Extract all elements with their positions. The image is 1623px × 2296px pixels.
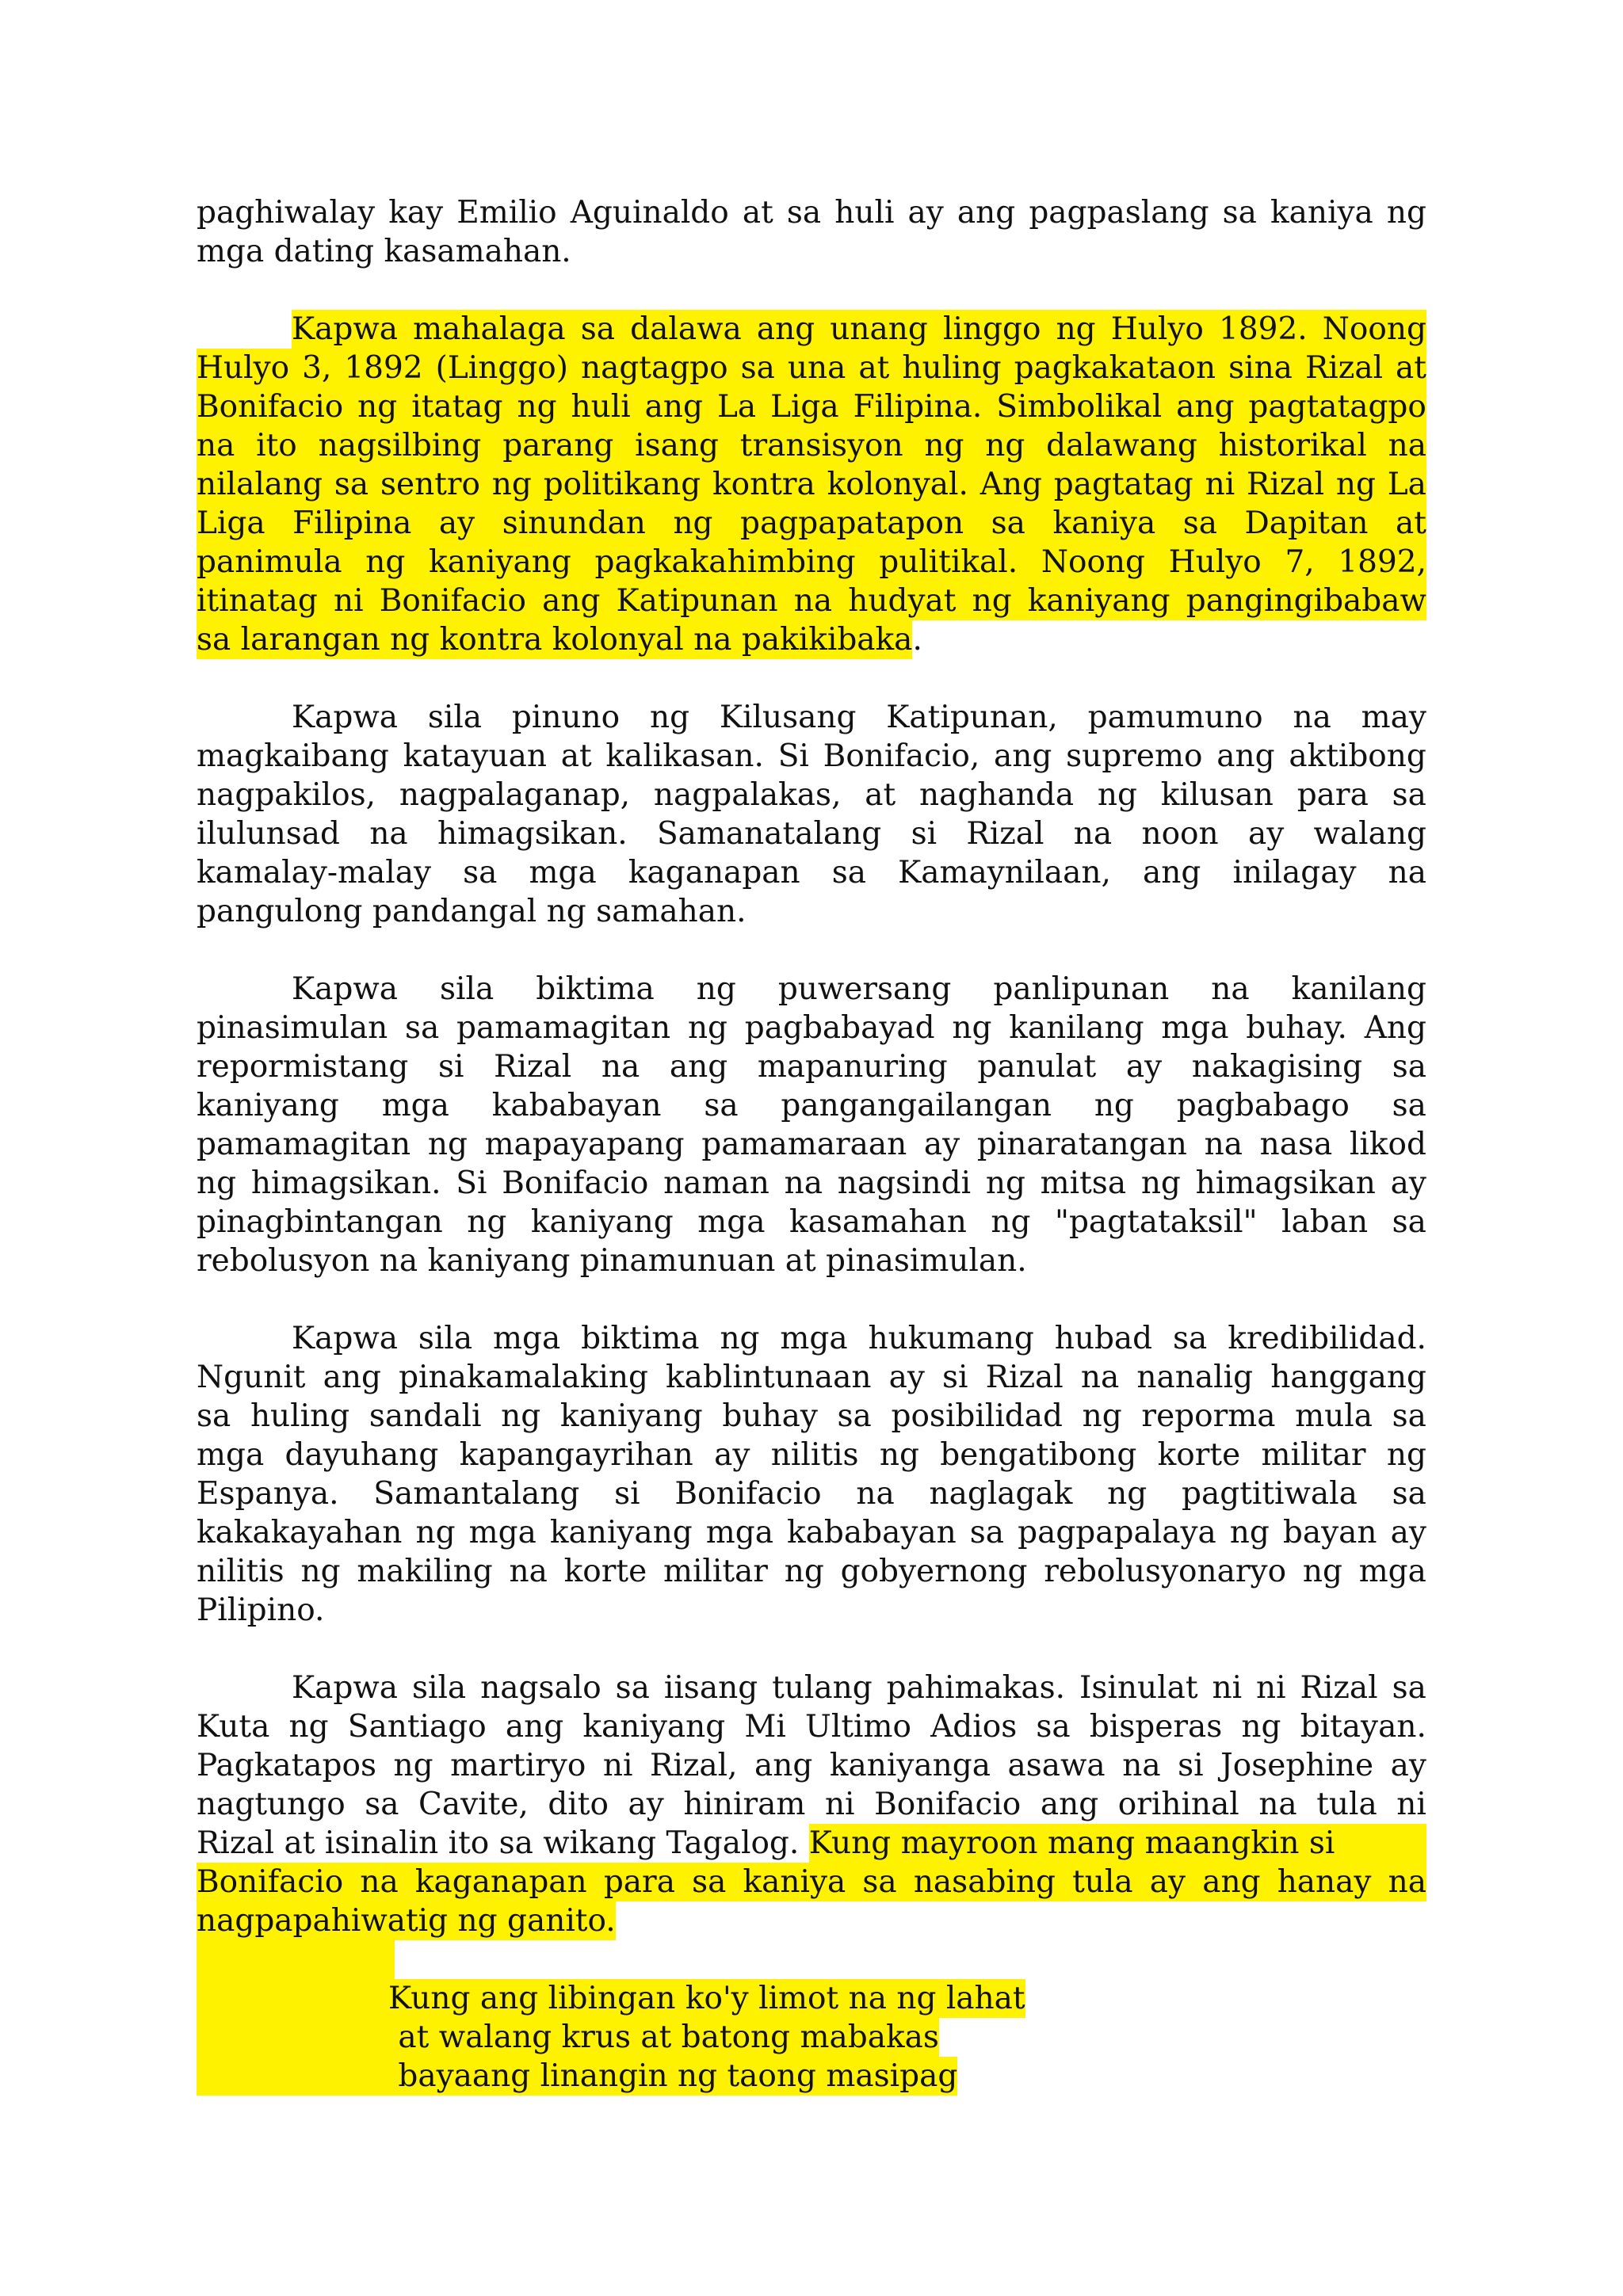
trailing-period: . — [912, 622, 922, 658]
text-line: nagpakilos, nagpalaganap, nagpalakas, at naghanda ng kilusan para sa — [197, 777, 1426, 813]
text-line: Hulyo 3, 1892 (Linggo) nagtagpo sa una at huling pagkakataon sina Rizal at — [197, 350, 1426, 386]
paragraph-4 — [197, 1319, 1426, 1630]
paragraph-2 — [197, 698, 1426, 931]
text-line: pinagbintangan ng kaniyang mga kasamahan ng "pagtataksil" laban sa — [197, 1204, 1426, 1240]
poem-block — [197, 1979, 1426, 2096]
poem-line: at walang krus at batong mabakas — [197, 2018, 1426, 2057]
text-line: Kapwa sila mga biktima ng mga hukumang hubad sa kredibilidad. — [292, 1321, 1426, 1356]
highlight-spacer — [197, 1940, 1426, 1979]
text-line: Pagkatapos ng martiryo ni Rizal, ang kaniyanga asawa na si Josephine ay — [197, 1748, 1426, 1783]
text-line: mga dating kasamahan. — [197, 234, 571, 269]
text-line — [197, 620, 1426, 659]
text-line: Ngunit ang pinakamalaking kablintunaan ay si Rizal na nanalig hanggang — [197, 1360, 1426, 1395]
text-line: Kapwa sila biktima ng puwersang panlipunan na kanilang — [292, 971, 1426, 1007]
text-line: Bonifacio ng itatag ng huli ang La Liga Filipina. Simbolikal ang pagtatagpo — [197, 389, 1426, 425]
text-line: Kuta ng Santiago ang kaniyang Mi Ultimo Adios sa bisperas ng bitayan. — [197, 1709, 1426, 1745]
paragraph-1 — [197, 310, 1426, 659]
paragraph-3 — [197, 970, 1426, 1280]
text-line: rebolusyon na kaniyang pinamunuan at pinasimulan. — [197, 1243, 1027, 1279]
text-line: ng himagsikan. Si Bonifacio naman na nagsindi ng mitsa ng himagsikan ay — [197, 1165, 1426, 1201]
highlighted-text: Kung mayroon mang maangkin si — [809, 1824, 1426, 1863]
text-line: pinasimulan sa pamamagitan ng pagbabayad ng kanilang mga buhay. Ang — [197, 1010, 1426, 1046]
text-line: na ito nagsilbing parang isang transisyon ng ng dalawang historikal na — [197, 428, 1426, 463]
text-line: Liga Filipina ay sinundan ng pagpapatapon sa kaniya sa Dapitan at — [197, 505, 1426, 541]
text-line: magkaibang katayuan at kalikasan. Si Bonifacio, ang supremo ang aktibong — [197, 738, 1426, 774]
text-line: pangulong pandangal ng samahan. — [197, 894, 747, 929]
text-line: pamamagitan ng mapayapang pamamaraan ay pinaratangan na nasa likod — [197, 1127, 1426, 1162]
text-line: repormistang si Rizal na ang mapanuring panulat ay nakagising sa — [197, 1049, 1426, 1085]
text-line — [197, 1824, 1426, 1863]
text-line: Bonifacio na kaganapan para sa kaniya sa nasabing tula ay ang hanay na — [197, 1864, 1426, 1900]
text-line: nilitis ng makiling na korte militar ng gobyernong rebolusyonaryo ng mga — [197, 1554, 1426, 1589]
document-page — [197, 193, 1426, 2096]
text-line: Espanya. Samantalang si Bonifacio na naglagak ng pagtitiwala sa — [197, 1476, 1426, 1512]
text-line: kamalay-malay sa mga kaganapan sa Kamaynilaan, ang inilagay na — [197, 855, 1426, 891]
text-line: Kapwa sila pinuno ng Kilusang Katipunan, pamumuno na may — [292, 700, 1426, 735]
highlighted-text: nagpapahiwatig ng ganito. — [197, 1903, 616, 1939]
text-line: nilalang sa sentro ng politikang kontra kolonyal. Ang pagtatag ni Rizal ng La — [197, 467, 1426, 502]
text-line: Pilipino. — [197, 1592, 325, 1628]
highlighted-text: sa larangan ng kontra kolonyal na pakikibaka — [197, 622, 913, 658]
text-line: kakakayahan ng mga kaniyang mga kababayan sa pagpapalaya ng bayan ay — [197, 1515, 1426, 1550]
opening-paragraph — [197, 193, 1426, 271]
text-line: paghiwalay kay Emilio Aguinaldo at sa huli ay ang pagpaslang sa kaniya ng — [197, 195, 1426, 231]
text-line: ilulunsad na himagsikan. Samanatalang si Rizal na noon ay walang — [197, 816, 1426, 852]
text-line: mga dayuhang kapangayrihan ay nilitis ng bengatibong korte militar ng — [197, 1437, 1426, 1473]
text-line — [197, 1901, 1426, 1940]
text-line: nagtungo sa Cavite, dito ay hiniram ni Bonifacio ang orihinal na tula ni — [197, 1787, 1426, 1822]
text-line: itinatag ni Bonifacio ang Katipunan na hudyat ng kaniyang pangingibabaw — [197, 583, 1426, 619]
text-line: Kapwa mahalaga sa dalawa ang unang linggo ng Hulyo 1892. Noong — [292, 311, 1426, 347]
poem-line: Kung ang libingan ko'y limot na ng lahat — [197, 1979, 1426, 2018]
poem-line: bayaang linangin ng taong masipag — [197, 2057, 1426, 2096]
paragraph-5 — [197, 1669, 1426, 1979]
plain-text: Rizal at isinalin ito sa wikang Tagalog. — [197, 1825, 809, 1861]
text-line: sa huling sandali ng kaniyang buhay sa posibilidad ng reporma mula sa — [197, 1398, 1426, 1434]
text-line: kaniyang mga kababayan sa pangangailangan ng pagbabago sa — [197, 1088, 1426, 1123]
text-line: Kapwa sila nagsalo sa iisang tulang pahimakas. Isinulat ni ni Rizal sa — [292, 1670, 1426, 1706]
text-line: panimula ng kaniyang pagkakahimbing pulitikal. Noong Hulyo 7, 1892, — [197, 544, 1426, 580]
